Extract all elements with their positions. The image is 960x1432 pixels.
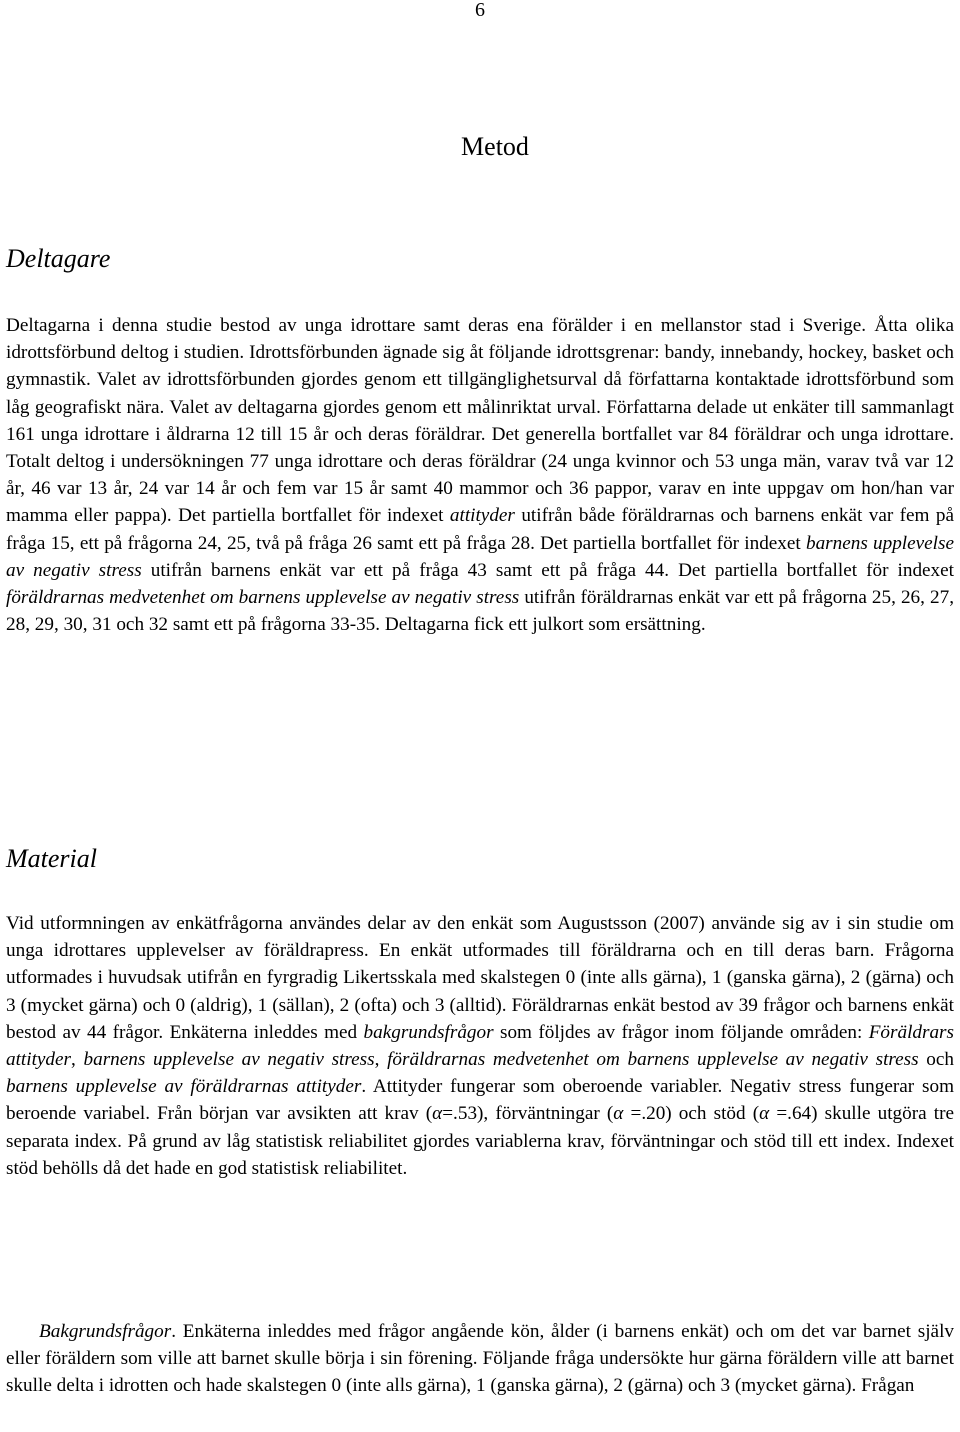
italic-term: bakgrundsfrågor — [363, 1021, 494, 1043]
paragraph-text: och — [918, 1049, 955, 1071]
paragraph-deltagare — [6, 312, 954, 638]
italic-term: barnens upplevelse av negativ stress — [6, 532, 954, 581]
italic-term: attityder — [449, 505, 515, 527]
paragraph-bakgrundsfragor — [6, 1318, 954, 1400]
paragraph-text: =.64) skulle utgöra tre separata index. På grund av låg statistisk reliabilitet gjordes variablerna krav, förväntningar och stöd till ett index. Indexet stöd behölls då det hade en god statistisk reliabilitet. — [6, 1103, 954, 1179]
page-number: 6 — [475, 0, 485, 21]
page-title: Metod — [461, 132, 529, 161]
paragraph-text: =.20) och stöd ( — [623, 1103, 760, 1125]
paragraph-text: =.53), förväntningar ( — [442, 1103, 614, 1125]
paragraph-text: utifrån föräldrarnas enkät var ett på frågorna 25, 26, 27, 28, 29, 30, 31 och 32 samt ett på frågorna 33-35. Deltagarna fick ett julkort som ersättning. — [6, 587, 954, 636]
paragraph-text: . Enkäterna inleddes med frågor angående kön, ålder (i barnens enkät) och om det var barnet själv eller föräldern som ville att barnet skulle börja i sin förening. Följande fråga undersökte hur gärna föräldern ville att barnet skulle delta i idrotten och hade skalstegen 0 (inte alls gärna), 1 (ganska gärna), 2 (gärna) och 3 (mycket gärna). Frågan — [6, 1321, 954, 1397]
italic-term: föräldrarnas medvetenhet om barnens upplevelse av negativ stress — [387, 1049, 919, 1071]
paragraph-text: utifrån barnens enkät var ett på fråga 43 samt ett på fråga 44. Det partiella bortfallet för indexet — [141, 559, 954, 581]
heading-deltagare: Deltagare — [6, 244, 111, 273]
italic-term: föräldrarnas medvetenhet om barnens upplevelse av negativ stress — [6, 587, 520, 609]
heading-material: Material — [6, 844, 97, 873]
italic-term: barnens upplevelse av negativ stress — [83, 1049, 375, 1071]
alpha-symbol: α — [432, 1103, 443, 1125]
paragraph-text: som följdes av frågor inom följande områden: — [493, 1021, 869, 1043]
paragraph-text: , — [374, 1049, 388, 1071]
paragraph-text: Vid utformningen av enkätfrågorna användes delar av den enkät som Augustsson (2007) använde sig av i sin studie om unga idrottares upplevelser av föräldrapress. En enkät utformades till föräldrarna och en till deras barn. Frågorna utformades i huvudsak utifrån en fyrgradig Likertsskala med skalstegen 0 (inte alls gärna), 1 (ganska gärna), 2 (gärna) och 3 (mycket gärna) och 0 (aldrig), 1 (sällan), 2 (ofta) och 3 (alltid). Föräldrarnas enkät bestod av 39 frågor och barnens enkät bestod av 44 frågor. Enkäterna inleddes med — [6, 913, 954, 1043]
paragraph-text: . Attityder fungerar som oberoende variabler. Negativ stress fungerar som beroende variabel. Från början var avsikten att krav ( — [6, 1076, 955, 1125]
paragraph-text: utifrån både föräldrarnas och barnens enkät var fem på fråga 15, ett på frågorna 24, 25, två på fråga 26 samt ett på fråga 28. Det partiella bortfallet för indexet — [6, 505, 954, 554]
alpha-symbol: α — [613, 1103, 624, 1125]
paragraph-material — [6, 910, 954, 1182]
italic-term: barnens upplevelse av föräldrarnas attityder — [6, 1076, 362, 1098]
paragraph-text: , — [71, 1049, 84, 1071]
alpha-symbol: α — [759, 1103, 770, 1125]
italic-term: Föräldrars attityder — [6, 1021, 954, 1071]
italic-term: Bakgrundsfrågor — [39, 1321, 172, 1342]
paragraph-text: Deltagarna i denna studie bestod av unga idrottare samt deras ena förälder i en mellanstor stad i Sverige. Åtta olika idrottsförbund deltog i studien. Idrottsförbunden ägnade sig åt följande idrottsgrenar: bandy, innebandy, hockey, basket och gymnastik. Valet av idrottsförbunden gjordes genom ett tillgänglighetsurval då författarna kontaktade idrottsförbund som låg geografiskt nära. Valet av deltagarna gjordes genom ett målinriktat urval. Författarna delade ut enkäter till sammanlagt 161 unga idrottare i åldrarna 12 till 15 år och deras föräldrar. Det generella bortfallet var 84 föräldrar och unga idrottare. Totalt deltog i undersökningen 77 unga idrottare och deras föräldrar (24 unga kvinnor och 53 unga män, varav två var 12 år, 46 var 13 år, 24 var 14 år och fem var 15 år samt 40 mammor och 36 pappor, varav en inte uppgav om hon/han var mamma eller pappa). Det partiella bortfallet för indexet — [6, 315, 954, 527]
